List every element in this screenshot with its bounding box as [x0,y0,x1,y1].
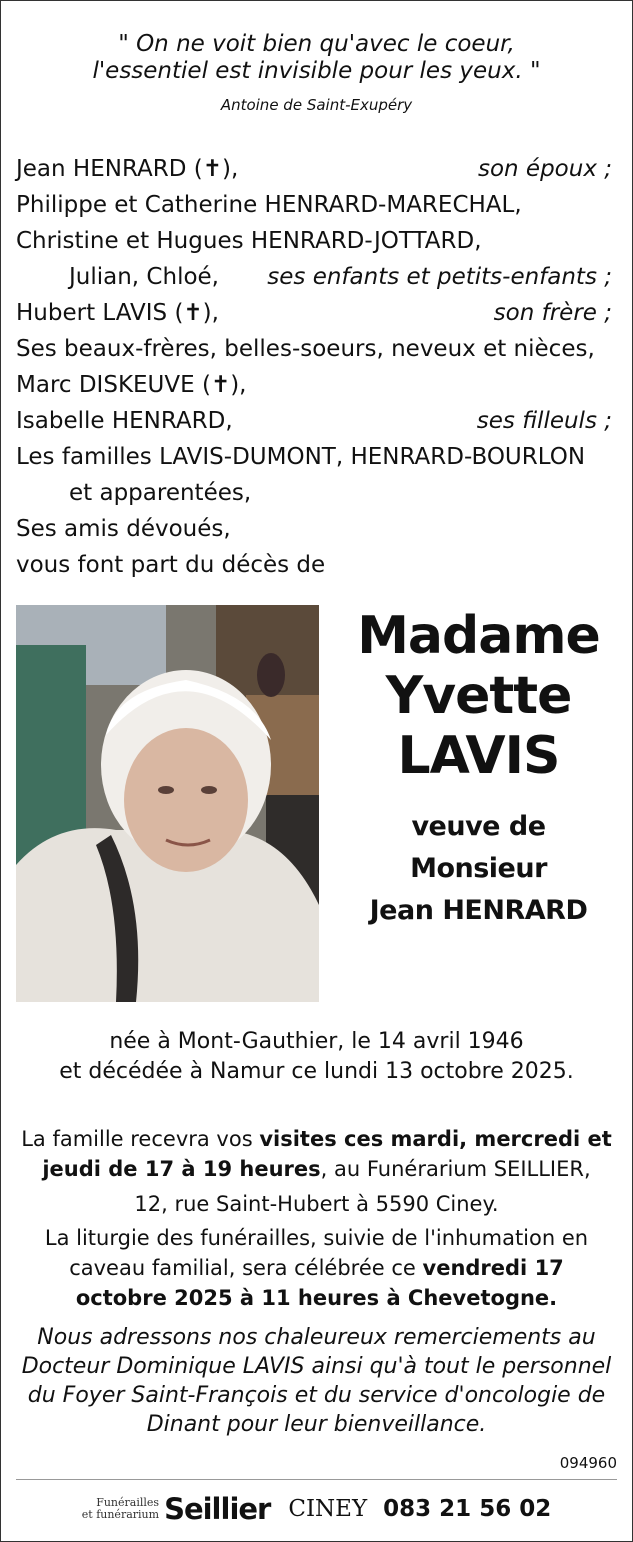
widow-of-block [331,806,626,932]
visits-paragraph: La famille recevra vos visites ces mardi, mercredi et jeudi de 17 à 19 heures, au Funérarium SEILLIER, [21,1127,612,1181]
thanks-paragraph: Nous adressons nos chaleureux remerciements au Docteur Dominique LAVIS ainsi qu'à tout le personnel du Foyer Saint-François et du service d'oncologie de Dinant pour leur bienveillance. [21,1325,612,1437]
birth-line: née à Mont-Gauthier, le 14 avril 1946 [109,1029,524,1054]
deceased-first-name: Yvette [385,666,572,726]
funeral-home-city: CINEY [288,1496,368,1522]
widow-line-2: Monsieur [410,853,547,884]
liturgy-paragraph: La liturgie des funérailles, suivie de l'inhumation en caveau familial, sera célébrée ce vendredi 17 octobre 2025 à 11 heures à Chevetogne. [44,1226,589,1310]
deceased-title: Madame [357,606,600,666]
funerarium-address: 12, rue Saint-Hubert à 5590 Ciney. [134,1192,499,1216]
family-line: Ses amis dévoués, [16,516,231,542]
family-line: Hubert LAVIS (✝), son frère ; [16,295,612,331]
quote-author: Antoine de Saint-Exupéry [220,96,413,114]
deceased-last-name: LAVIS [397,726,560,786]
widow-line-3: Jean HENRARD [369,895,588,926]
family-relation: son époux ; [477,156,612,182]
family-line: Jean HENRARD (✝), son époux ; [16,151,612,187]
quote-line-1: " On ne voit bien qu'avec le coeur, [118,31,515,57]
family-line: Philippe et Catherine HENRARD-MARECHAL, [16,192,522,218]
portrait-photo [16,605,319,1002]
quote-block [1,31,632,115]
family-line: et apparentées, [69,480,252,506]
portrait-illustration [16,605,319,1002]
family-line: vous font part du décès de [16,552,326,578]
liturgy-datetime: vendredi 17 octobre 2025 à 11 heures à Chevetogne. [75,1256,564,1310]
funeral-home-footer [1,1489,632,1529]
reference-number: 094960 [559,1454,617,1472]
birth-death-dates [1,1027,632,1087]
funeral-home-phone: 083 21 56 02 [383,1496,552,1522]
widow-line-1: veuve de [411,811,546,842]
family-relation: ses enfants et petits-enfants ; [267,264,612,290]
death-line: et décédée à Namur ce lundi 13 octobre 2025. [59,1059,574,1084]
funerailles-label: Funérailles et funérarium [81,1496,160,1521]
family-line: Marc DISKEUVE (✝), [16,372,247,398]
family-line: Julian, Chloé, ses enfants et petits-enfants ; [16,259,612,295]
family-line: Ses beaux-frères, belles-soeurs, neveux et nièces, [16,336,595,362]
family-relation: ses filleuls ; [476,408,612,434]
family-list [16,151,612,583]
footer-divider [16,1479,617,1480]
ceremony-info [21,1124,612,1313]
family-line: Isabelle HENRARD, ses filleuls ; [16,403,612,439]
quote-line-2: l'essentiel est invisible pour les yeux. " [92,58,541,84]
family-line: Les familles LAVIS-DUMONT, HENRARD-BOURLON [16,444,586,470]
deceased-name-block [331,606,626,932]
family-line: Christine et Hugues HENRARD-JOTTARD, [16,228,482,254]
family-relation: son frère ; [493,300,612,326]
funeral-home-brand: Seillier [164,1492,271,1526]
visits-times: visites ces mardi, mercredi et jeudi de 17 à 19 heures [42,1127,612,1181]
